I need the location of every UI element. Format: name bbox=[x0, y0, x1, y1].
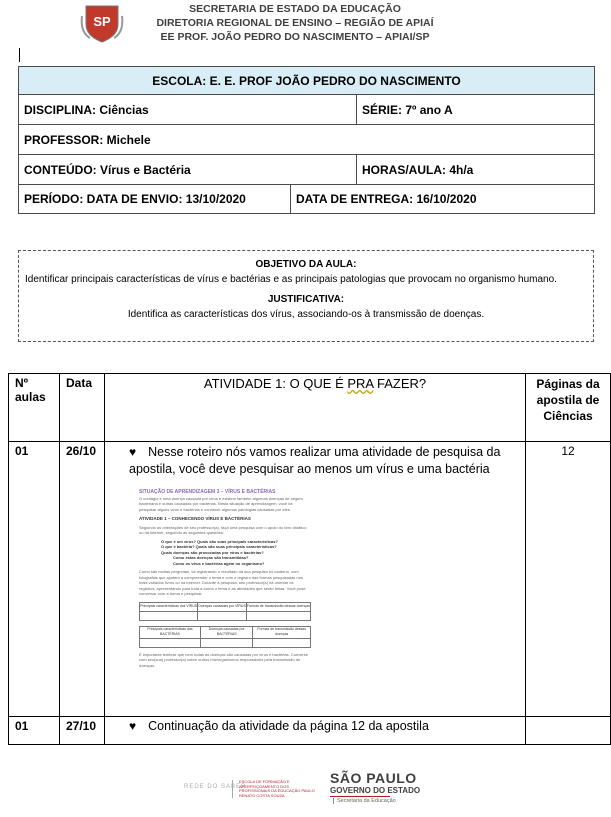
heart-bullet-icon: ♥ bbox=[129, 719, 137, 733]
thumb-body: Como são muitas perguntas, vá registrando o resultado da sua pesquisa no caderno, com fotografias que ajudem a compreender o tema e com o registro das formas pesquisadas nos mais variados livros ou na internet. Durante a pesquisa, seu professor(a) irá orientar os registros, apresentando para toda a turma o tema e as atividades que serão feitas. Você pode conversar com a turma e pesquisar. bbox=[139, 569, 306, 596]
row1-activity bbox=[105, 442, 526, 717]
header-line-2: DIRETORIA REGIONAL DE ENSINO – REGIÃO DE APIAÍ bbox=[156, 17, 434, 29]
thumb-question: Como estas doenças são transmitidas? bbox=[173, 555, 249, 560]
efape-logo: ESCOLA DE FORMAÇÃO E APERFEIÇOAMENTO DOS PROFISSIONAIS DA EDUCAÇÃO PAULO RENATO COSTA SOUZA bbox=[232, 780, 317, 798]
thumb-question: Como os vírus e bactérias agem no organismo? bbox=[173, 560, 265, 566]
logo-divider bbox=[330, 796, 390, 797]
professor-cell: PROFESSOR: Michele bbox=[19, 125, 595, 155]
secretaria-logo-text: Secretaria da Educação bbox=[333, 798, 396, 804]
row2-activity: ♥ Continuação da atividade da página 12 da apostila bbox=[105, 717, 526, 745]
row2-pagina bbox=[526, 717, 611, 745]
row2-aulas: 01 bbox=[9, 717, 60, 745]
periodo-cell: PERÍODO: DATA DE ENVIO: 13/10/2020 bbox=[19, 185, 291, 214]
row1-pagina: 12 bbox=[526, 442, 611, 717]
objective-title: OBJETIVO DA AULA: bbox=[255, 259, 357, 270]
row2-data: 27/10 bbox=[60, 717, 105, 745]
conteudo-cell: CONTEÚDO: Vírus e Bactéria bbox=[19, 155, 357, 185]
header-block bbox=[130, 2, 460, 44]
col-aulas-header: Nº aulas bbox=[9, 374, 60, 442]
rede-do-saber-logo: REDE DO SABER bbox=[184, 784, 247, 790]
justification-title: JUSTIFICATIVA: bbox=[267, 294, 345, 305]
thumb-footer-text: É importante lembrar que nem todas as doenças são causadas por vírus e bactérias. Converse com seu(sua) professor(a) sobre outros microrganismos responsáveis pela transmissão de doenças. bbox=[139, 651, 308, 668]
thumb-title: SITUAÇÃO DE APRENDIZAGEM 3 – VÍRUS E BACTÉRIAS bbox=[139, 489, 276, 495]
info-table bbox=[18, 66, 595, 214]
thumb-question: O que é um vírus? Quais são suas principais características? bbox=[161, 538, 278, 544]
thumb-lead: Seguindo as orientações de seu professor(a), faça uma pesquisa com o apoio do livro didático ou da internet, seguindo as seguintes questões: bbox=[139, 524, 307, 535]
svg-text:SP: SP bbox=[93, 14, 111, 29]
disciplina-cell: DISCIPLINA: Ciências bbox=[19, 95, 357, 125]
apostila-page-thumbnail bbox=[139, 490, 311, 668]
thumb-subtitle: ATIVIDADE 1 – CONHECENDO VÍRUS E BACTÉRIAS bbox=[139, 516, 251, 521]
justification-text: Identifica as características dos vírus, associando-os à transmissão de doenças. bbox=[127, 309, 485, 320]
sp-crest-logo bbox=[80, 2, 124, 44]
col-data-header: Data bbox=[60, 374, 105, 442]
activity-title: ATIVIDADE 1: O QUE É PRA FAZER? bbox=[105, 374, 526, 442]
table-row bbox=[9, 442, 611, 717]
header-line-3: EE PROF. JOÃO PEDRO DO NASCIMENTO – APIAI/SP bbox=[160, 31, 430, 43]
school-name: ESCOLA: E. E. PROF JOÃO PEDRO DO NASCIMENTO bbox=[19, 67, 595, 95]
horas-cell: HORAS/AULA: 4h/a bbox=[357, 155, 595, 185]
row1-aulas: 01 bbox=[9, 442, 60, 717]
objective-text: Identificar principais características de vírus e bactérias e as principais patologias que provocam no organismo humano. bbox=[25, 274, 557, 285]
row1-data: 26/10 bbox=[60, 442, 105, 717]
sao-paulo-logo-title: SÃO PAULO bbox=[330, 770, 417, 786]
cursor-line bbox=[19, 48, 20, 62]
thumb-question: O que é bactéria? Quais são suas principais características? bbox=[161, 544, 277, 549]
activity-table bbox=[8, 373, 611, 745]
col-paginas-header: Páginas da apostila de Ciências bbox=[526, 374, 611, 442]
governo-logo-subtitle: GOVERNO DO ESTADO bbox=[330, 786, 421, 795]
thumb-table-bacteria: Principais características das BACTÉRIAS Doenças causadas por BACTÉRIAS Formas de transmissão dessas doenças bbox=[139, 626, 311, 648]
thumb-intro: O contágio e uma doença causada por vírus e existem também algumas doenças de origem bacteriana e outras causadas por bactérias. Nesta situação de aprendizagem, você irá pesquisar alguns vírus e bactérias e conhecer algumas patologias causadas por eles. bbox=[139, 495, 303, 512]
serie-cell: SÉRIE: 7º ano A bbox=[357, 95, 595, 125]
thumb-question: Quais doenças são provocadas por vírus e bactérias? bbox=[161, 549, 264, 555]
table-row bbox=[9, 717, 611, 745]
thumb-table-virus: Principais características dos VÍRUS Doenças causadas por VÍRUS Formas de transmissão dessas doenças bbox=[139, 602, 311, 621]
objective-box bbox=[18, 250, 594, 342]
row1-activity-text: ♥ Nesse roteiro nós vamos realizar uma atividade de pesquisa da apostila, você deve pesquisar ao menos um vírus e uma bactéria bbox=[129, 445, 501, 476]
activity-header-row bbox=[9, 374, 611, 442]
entrega-cell: DATA DE ENTREGA: 16/10/2020 bbox=[291, 185, 595, 214]
heart-bullet-icon: ♥ bbox=[129, 445, 137, 459]
header-line-1: SECRETARIA DE ESTADO DA EDUCAÇÃO bbox=[189, 3, 401, 15]
